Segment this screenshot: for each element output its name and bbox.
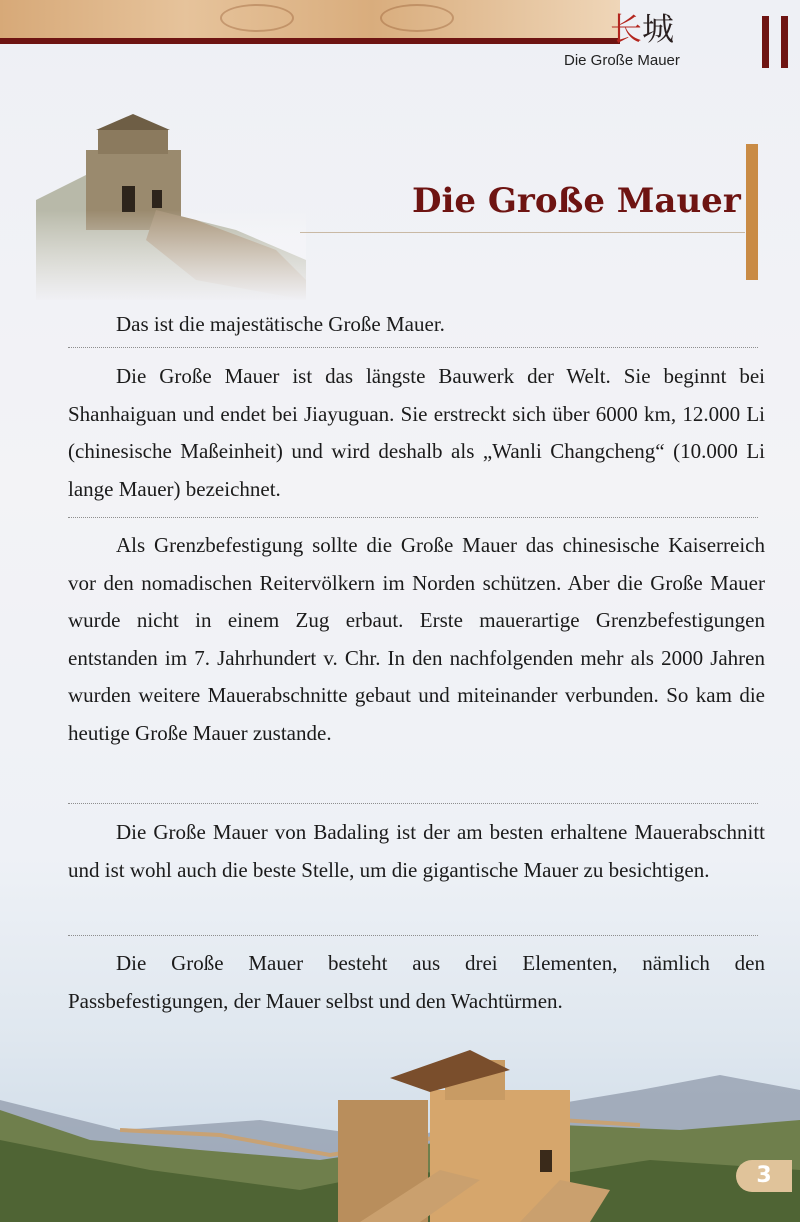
great-wall-landscape-illustration bbox=[0, 1030, 800, 1222]
page-title: Die Große Mauer bbox=[412, 181, 741, 221]
chinese-title-mark bbox=[610, 4, 674, 50]
divider bbox=[68, 347, 758, 348]
title-underline bbox=[300, 232, 745, 233]
header-decor-band bbox=[0, 0, 620, 44]
paragraph-4: Die Große Mauer von Badaling ist der am besten erhaltene Mauerabschnitt und ist wohl auch die beste Stelle, um die gigantische Mauer zu besichtigen. bbox=[68, 820, 765, 882]
corner-bracket-icon bbox=[762, 16, 788, 68]
chapter-label: Die Große Mauer bbox=[564, 52, 680, 69]
paragraph-1: Das ist die majestätische Große Mauer. bbox=[116, 312, 445, 336]
divider bbox=[68, 803, 758, 804]
cloud-ornament-icon bbox=[380, 4, 454, 32]
chinese-char-dark: 城 bbox=[642, 10, 675, 48]
cloud-ornament-icon bbox=[220, 4, 294, 32]
chinese-char-red: 长 bbox=[610, 10, 643, 48]
watchtower-illustration bbox=[36, 110, 306, 300]
divider bbox=[68, 935, 758, 936]
page-number-badge: 3 bbox=[736, 1160, 792, 1192]
paragraph-2: Die Große Mauer ist das längste Bauwerk der Welt. Sie beginnt bei Shanhaiguan und endet bei Jiayuguan. Sie erstreckt sich über 6000 km, 12.000 Li (chinesische Maßeinheit) und wird deshalb als „Wanli Changcheng“ (10.000 Li lange Mauer) bezeichnet. bbox=[68, 364, 765, 501]
title-accent-bar bbox=[746, 144, 758, 280]
paragraph-3: Als Grenzbefestigung sollte die Große Mauer das chinesische Kaiserreich vor den nomadischen Reitervölkern im Norden schützen. Aber die Große Mauer wurde nicht in einem Zug erbaut. Erste mauerartige Grenzbefestigungen entstanden im 7. Jahrhundert v. Chr. In den nachfolgenden mehr als 2000 Jahren wurden weitere Mauerabschnitte gebaut und miteinander verbunden. So kam die heutige Große Mauer zustande. bbox=[68, 533, 765, 745]
divider bbox=[68, 517, 758, 518]
paragraph-5: Die Große Mauer besteht aus drei Elementen, nämlich den Passbefestigungen, der Mauer selbst und den Wachtürmen. bbox=[68, 951, 765, 1013]
